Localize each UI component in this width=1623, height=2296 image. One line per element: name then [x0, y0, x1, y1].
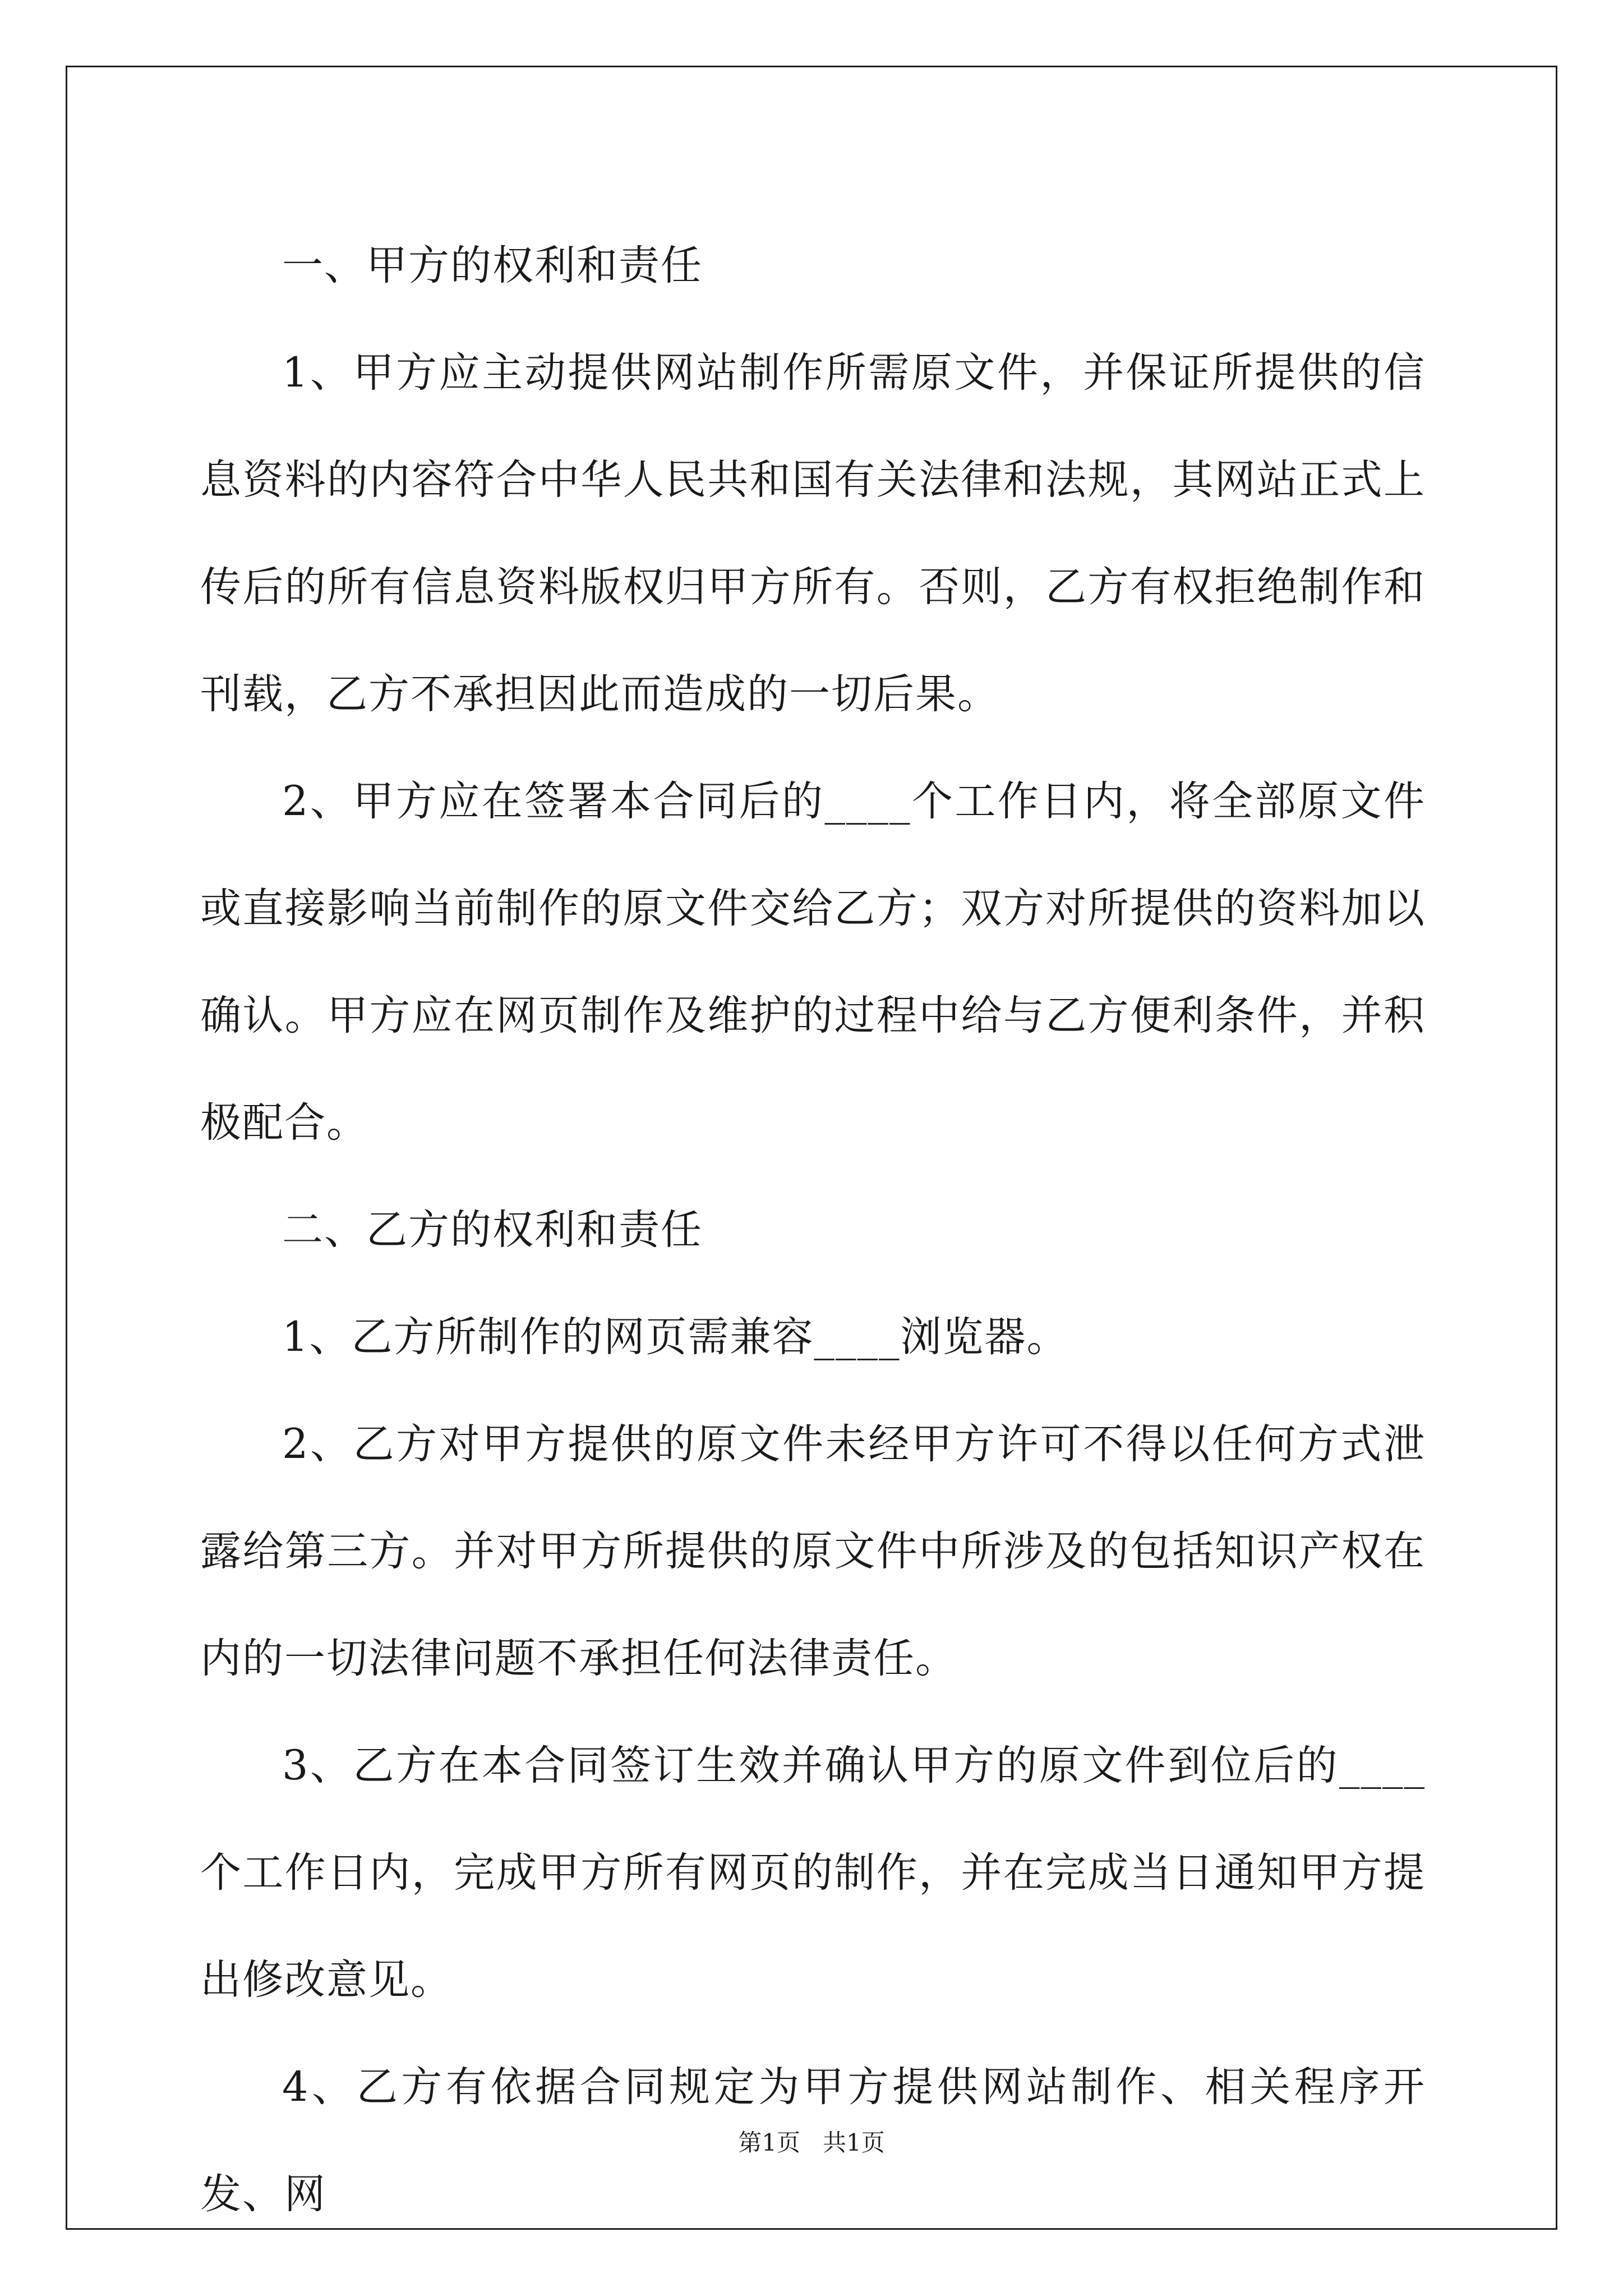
document-body	[200, 212, 1426, 2248]
section-heading-party-b: 二、乙方的权利和责任	[282, 1206, 703, 1254]
paragraph-party-a-item-2: 2、甲方应在签署本合同后的____个工作日内，将全部原文件或直接影响当前制作的原文件交给乙方；双方对所提供的资料加以确认。甲方应在网页制作及维护的过程中给与乙方便利条件，并积极配合。	[200, 777, 1426, 1147]
paragraph-party-b-item-3: 3、乙方在本合同签订生效并确认甲方的原文件到位后的____个工作日内，完成甲方所有网页的制作，并在完成当日通知甲方提出修改意见。	[200, 1742, 1426, 2004]
paragraph-party-b-item-1: 1、乙方所制作的网页需兼容____浏览器。	[282, 1313, 1069, 1361]
paragraph-party-a-item-1: 1、甲方应主动提供网站制作所需原文件，并保证所提供的信息资料的内容符合中华人民共和国有关法律和法规，其网站正式上传后的所有信息资料版权归甲方所有。否则，乙方有权拒绝制作和刊载，乙方不承担因此而造成的一切后果。	[200, 349, 1426, 718]
section-heading-party-a: 一、甲方的权利和责任	[282, 242, 703, 289]
page-number-footer: 第1页 共1页	[738, 2129, 885, 2156]
paragraph-party-b-item-2: 2、乙方对甲方提供的原文件未经甲方许可不得以任何方式泄露给第三方。并对甲方所提供的原文件中所涉及的包括知识产权在内的一切法律问题不承担任何法律责任。	[200, 1420, 1426, 1682]
paragraph-party-b-item-4: 4、乙方有依据合同规定为甲方提供网站制作、相关程序开发、网	[200, 2063, 1426, 2218]
